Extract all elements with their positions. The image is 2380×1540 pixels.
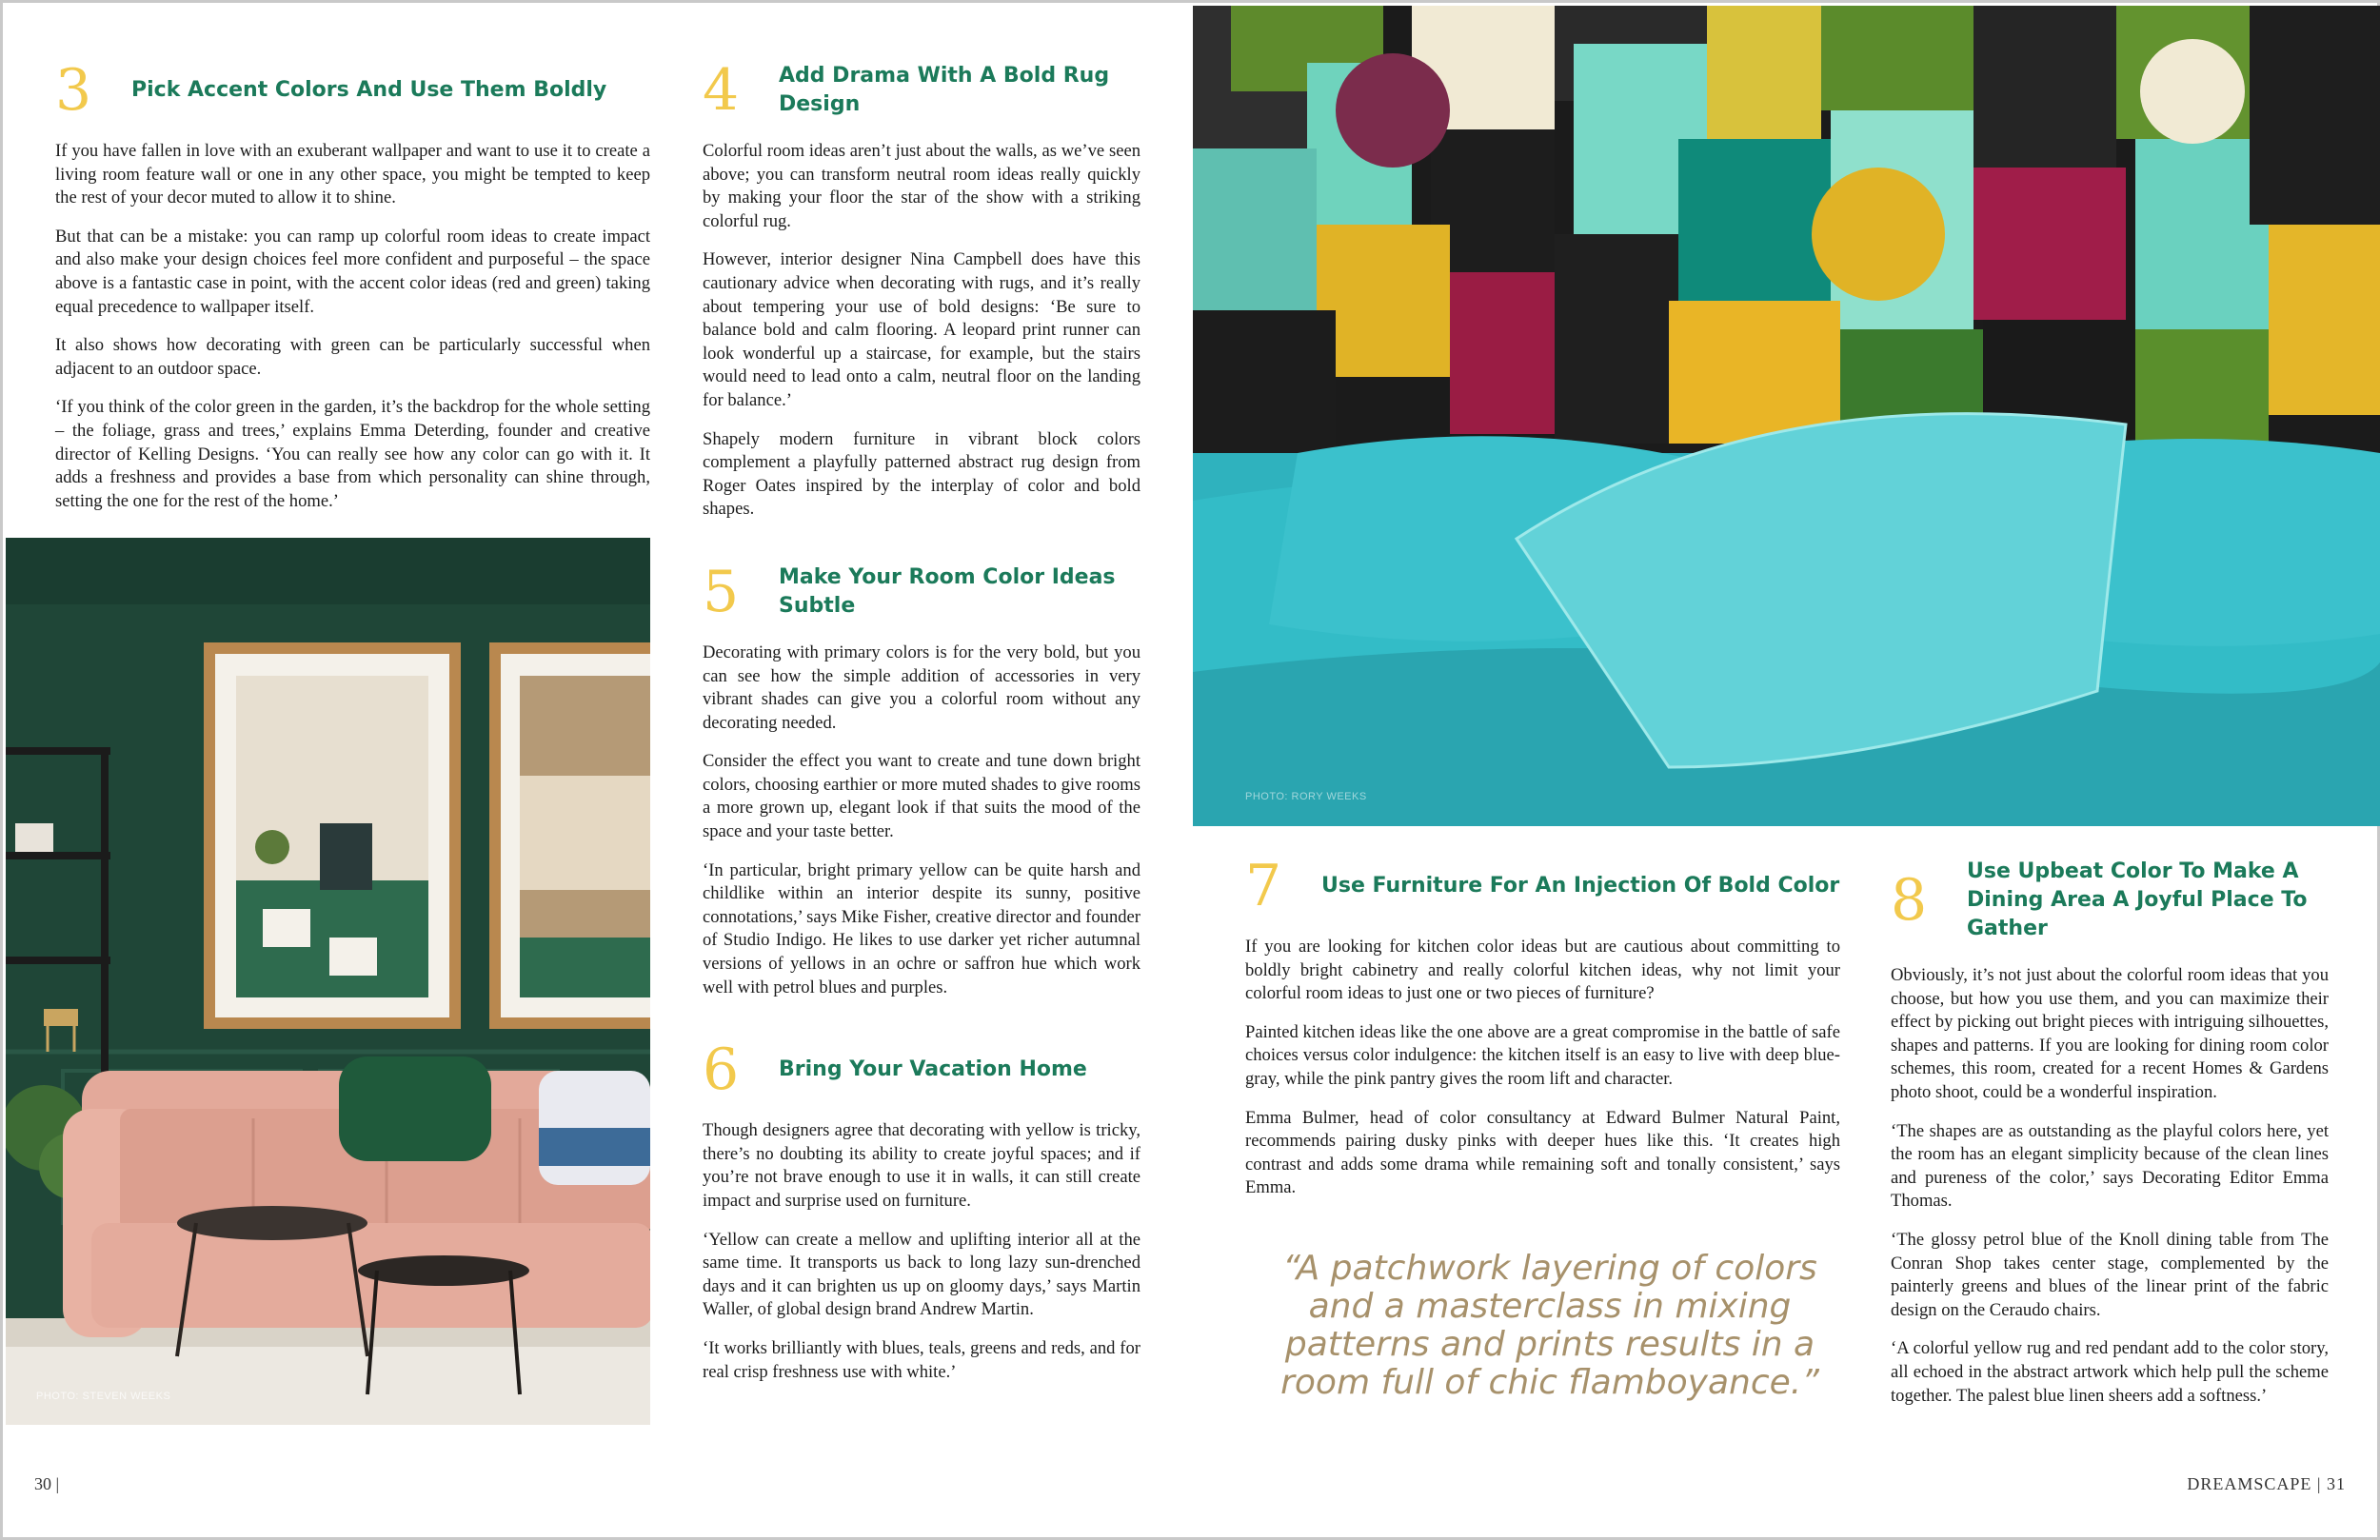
right-column-2 [1891, 858, 2329, 1423]
right-column-1 [1245, 853, 1840, 1215]
paragraph: Decorating with primary colors is for the very bold, but you can see how the simple addition of accessories in very vibrant shades can give you a colorful room without any decorating needed. [703, 642, 1140, 733]
section-title: Add Drama With A Bold Rug Design [779, 64, 1110, 116]
paragraph: Shapely modern furniture in vibrant block colors complement a playfully patterned abstract rug design from Roger Oates inspired by the interplay of color and bold shapes. [703, 428, 1140, 520]
paragraph: It also shows how decorating with green can be particularly successful when adjacent to an outdoor space. [55, 335, 650, 379]
living-room-illustration [6, 538, 650, 1425]
section-number: 7 [1245, 853, 1282, 919]
section-5-heading [703, 558, 1140, 625]
page-number-left: 30 | [34, 1474, 60, 1493]
section-7-heading [1245, 853, 1840, 919]
section-title: Bring Your Vacation Home [779, 1057, 1087, 1082]
section-number: 3 [55, 57, 92, 124]
living-room-photo [6, 538, 650, 1425]
paragraph: ‘The glossy petrol blue of the Knoll dining table from The Conran Shop takes center stage, complemented by the painterly greens and blues of the linear print of the fabric design on the Ceraudo chairs. [1891, 1229, 2329, 1320]
paragraph: Emma Bulmer, head of color consultancy at Edward Bulmer Natural Paint, recommends pairing dusky pinks with deeper hues like this. ‘It creates high contrast and adds some drama while remaining soft and tonally consistent,’ says Emma. [1245, 1107, 1840, 1198]
paragraph: If you have fallen in love with an exuberant wallpaper and want to use it to create a living room feature wall or one in any other space, you might be tempted to keep the rest of your decor muted to allow it to shine. [55, 141, 650, 208]
section-number: 5 [703, 558, 740, 625]
section-title: Use Upbeat Color To Make A Dining Area A Joyful Place To Gather [1967, 859, 2308, 940]
page-number-right: DREAMSCAPE | 31 [2187, 1474, 2346, 1493]
paragraph: ‘It works brilliantly with blues, teals, greens and reds, and for real crisp freshness use with white.’ [703, 1337, 1140, 1382]
section-number: 4 [703, 57, 740, 124]
paragraph: Painted kitchen ideas like the one above are a great compromise in the battle of safe choices versus color indulgence: the kitchen itself is an easy to live with deep blue-gray, while the pink pantry gives the room lift and character. [1245, 1021, 1840, 1089]
pull-quote: “A patchwork layering of colors and a masterclass in mixing patterns and prints results in a room full of chic flamboyance.” [1280, 1249, 1819, 1402]
section-number: 8 [1891, 867, 1928, 934]
paragraph: Colorful room ideas aren’t just about the walls, as we’ve seen above; you can transform neutral room ideas really quickly by making your floor the star of the show with a striking colorful rug. [703, 141, 1140, 231]
section-3-heading [55, 57, 650, 124]
paragraph: However, interior designer Nina Campbell does have this cautionary advice when decorating with rugs, and it’s really about tempering your use of bold designs: ‘Be sure to balance bold and calm flooring. A leopard print runner can look wonderful up a staircase, for example, but the stairs would need to lead onto a calm, neutral floor on the landing for balance.’ [703, 249, 1140, 410]
paragraph: ‘In particular, bright primary yellow can be quite harsh and childlike within an interior despite its sunny, positive connotations,’ says Mike Fisher, creative director and founder of Studio Indigo. He likes to use darker yet richer autumnal versions of yellows in an ochre or saffron hue which work well with petrol blues and purples. [703, 859, 1140, 997]
paragraph: Obviously, it’s not just about the colorful room ideas that you choose, but how you use them, and you can maximize their effect by picking out bright pieces with intriguing silhouettes, shapes and patterns. If you are looking for dining room color schemes, this room, created for a recent Homes & Gardens photo shoot, could be a wonderful inspiration. [1891, 965, 2329, 1102]
paragraph: But that can be a mistake: you can ramp up colorful room ideas to create impact and also make your design choices feel more confident and purposeful – the space above is a fantastic case in point, with the accent color ideas (red and green) taking equal precedence to wallpaper itself. [55, 226, 650, 317]
photo-credit: PHOTO: STEVEN WEEKS [36, 1391, 171, 1402]
section-8-heading [1891, 858, 2329, 943]
paragraph: ‘The shapes are as outstanding as the playful colors here, yet the room has an elegant simplicity because of the clean lines and pureness of the color,’ says Decorating Editor Emma Thomas. [1891, 1120, 2329, 1212]
paragraph: Consider the effect you want to create and tune down bright colors, choosing earthier or more muted shades to give rooms a more grown up, elegant look if that suits the mood of the space and your taste better. [703, 751, 1140, 842]
left-column-2 [703, 57, 1140, 1399]
left-column-1 [55, 57, 650, 528]
paragraph: ‘If you think of the color green in the garden, it’s the backdrop for the whole setting – the foliage, grass and trees,’ explains Emma Deterding, founder and creative director of Kelling Designs. ‘You can really see how any color can go with it. It adds a freshness and provides a base from which personality can shine through, setting the one for the rest of the home.’ [55, 397, 650, 511]
paragraph: If you are looking for kitchen color ideas but are cautious about committing to boldly bright cabinetry and really colorful kitchen ideas, why not limit your colorful room ideas to just one or two pieces of furniture? [1245, 937, 1840, 1004]
section-title: Make Your Room Color Ideas Subtle [779, 564, 1116, 618]
paragraph: ‘A colorful yellow rug and red pendant add to the color story, all echoed in the abstract artwork which help pull the scheme together. The palest blue linen sheers add a softness.’ [1891, 1338, 2329, 1406]
paragraph: Though designers agree that decorating with yellow is tricky, there’s no doubting its ability to create joyful spaces; and if you’re not brave enough to use it in walls, it can still create impact and surprise used on furniture. [703, 1120, 1140, 1211]
section-number: 6 [703, 1037, 740, 1104]
paragraph: ‘Yellow can create a mellow and uplifting interior all at the same time. It transports us back to long lazy sun-drenched days and it can brighten us up on gloomy days,’ says Martin Waller, of global design brand Andrew Martin. [703, 1229, 1140, 1320]
section-4-heading [703, 57, 1140, 124]
photo-credit: PHOTO: RORY WEEKS [1245, 791, 1367, 802]
section-title: Use Furniture For An Injection Of Bold Color [1321, 874, 1840, 898]
section-6-heading [703, 1037, 1140, 1104]
section-title: Pick Accent Colors And Use Them Boldly [131, 78, 607, 102]
bedroom-textile-photo [1193, 6, 2380, 826]
bedroom-illustration [1193, 6, 2380, 826]
